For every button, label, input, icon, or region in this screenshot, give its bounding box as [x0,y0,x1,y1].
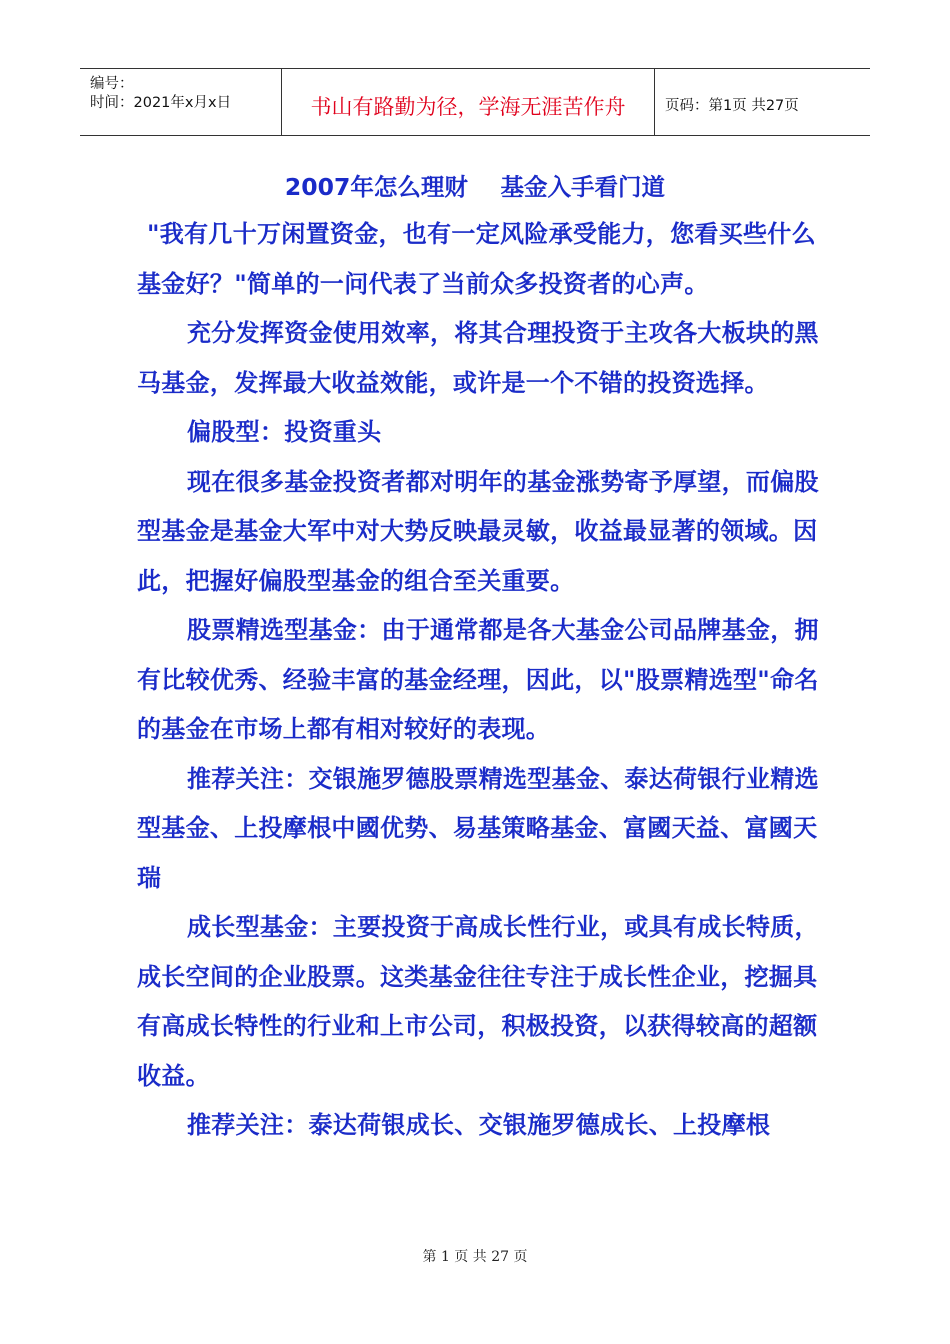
paragraph: 现在很多基金投资者都对明年的基金涨势寄予厚望，而偏股型基金是基金大军中对大势反映最灵敏，收益最显著的领域。因此，把握好偏股型基金的组合至关重要。 [137,467,819,595]
time-label: 时间：2021年x月x日 [90,95,232,111]
header-table [80,68,870,136]
paragraph: 股票精选型基金：由于通常都是各大基金公司品牌基金，拥有比较优秀、经验丰富的基金经理，因此，以"股票精选型"命名的基金在市场上都有相对较好的表现。 [137,616,819,743]
motto: 书山有路勤为径，学海无涯苦作舟 [310,95,626,119]
paragraph: 充分发挥资金使用效率，将其合理投资于主攻各大板块的黑马基金，发挥最大收益效能，或许是一个不错的投资选择。 [137,319,819,397]
header-mid-cell [282,69,655,135]
page-footer: 第 1 页 共 27 页 [422,1249,528,1265]
document-body [137,210,837,1151]
paragraph: 成长型基金：主要投资于高成长性行业，或具有成长特质，成长空间的企业股票。这类基金往往专注于成长性企业，挖掘具有高成长特性的行业和上市公司，积极投资，以获得较高的超额收益。 [137,913,819,1090]
header-right-cell [655,69,870,135]
paragraph: "我有几十万闲置资金，也有一定风险承受能力，您看买些什么基金好？"简单的一问代表了当前众多投资者的心声。 [137,220,816,298]
section-heading: 偏股型：投资重头 [187,418,382,446]
page-code: 页码：第1页 共27页 [665,98,799,114]
paragraph: 推荐关注：泰达荷银成长、交银施罗德成长、上投摩根 [187,1111,771,1139]
code-label: 编号： [90,76,134,92]
document-title: 2007年怎么理财 基金入手看门道 [284,173,666,201]
paragraph: 推荐关注：交银施罗德股票精选型基金、泰达荷银行业精选型基金、上投摩根中國优势、易基策略基金、富國天益、富國天瑞 [137,764,819,892]
header-left-cell [80,69,282,135]
